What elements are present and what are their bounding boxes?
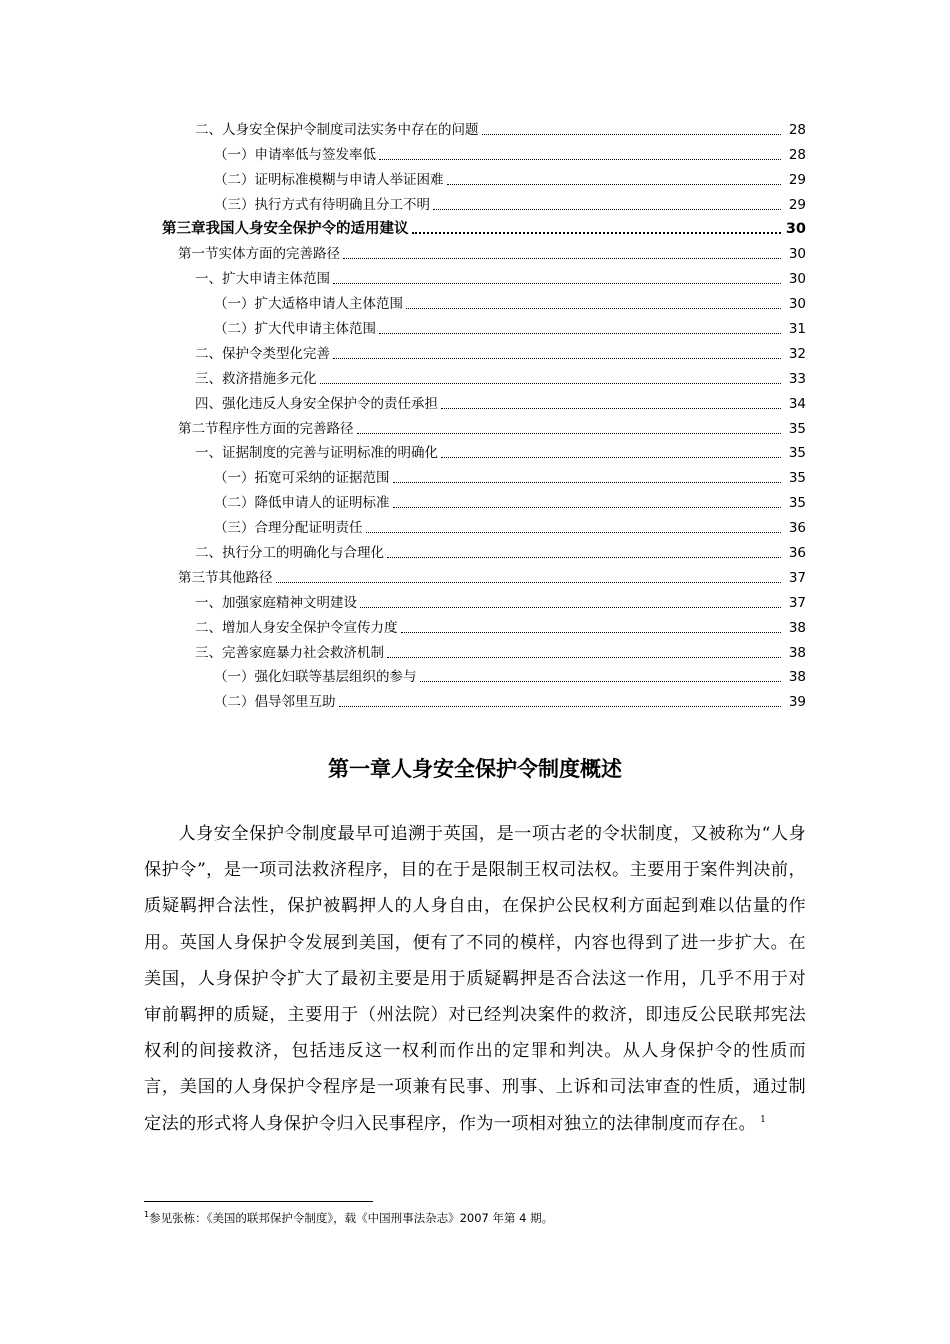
- toc-entry-title: 第二节程序性方面的完善路径: [178, 420, 354, 437]
- toc-entry-title: 二、人身安全保护令制度司法实务中存在的问题: [195, 121, 479, 138]
- toc-leader-dots: [366, 531, 782, 533]
- toc-entry-title: （二）证明标准模糊与申请人举证困难: [214, 171, 444, 188]
- toc-entry[interactable]: [195, 438, 806, 463]
- toc-entry[interactable]: [178, 562, 806, 587]
- toc-leader-dots: [360, 606, 781, 608]
- toc-entry[interactable]: [195, 537, 806, 562]
- toc-entry-page: 38: [788, 619, 806, 636]
- toc-entry[interactable]: [195, 338, 806, 363]
- toc-leader-dots: [333, 357, 781, 359]
- toc-entry-page: 38: [788, 669, 806, 686]
- table-of-contents: [0, 114, 950, 711]
- toc-entry-page: 34: [788, 395, 806, 412]
- toc-entry-title: 第一节实体方面的完善路径: [178, 246, 340, 263]
- toc-entry[interactable]: [214, 462, 806, 487]
- body-paragraph: [144, 816, 806, 1142]
- toc-entry-title: （一）强化妇联等基层组织的参与: [214, 669, 417, 686]
- toc-entry[interactable]: [195, 114, 806, 139]
- toc-leader-dots: [482, 133, 782, 135]
- footnote-mark: 1: [144, 1210, 150, 1220]
- toc-entry[interactable]: [214, 512, 806, 537]
- toc-leader-dots: [393, 506, 782, 508]
- toc-entry[interactable]: [214, 189, 806, 214]
- toc-entry[interactable]: [214, 662, 806, 687]
- toc-entry[interactable]: [195, 263, 806, 288]
- toc-entry-page: 29: [788, 196, 806, 213]
- toc-entry-page: 28: [788, 146, 806, 163]
- toc-entry-title: （二）降低申请人的证明标准: [214, 495, 390, 512]
- toc-entry-page: 36: [788, 545, 806, 562]
- toc-entry[interactable]: [214, 288, 806, 313]
- toc-entry[interactable]: [195, 388, 806, 413]
- toc-entry-page: 38: [788, 644, 806, 661]
- toc-entry-page: 39: [788, 694, 806, 711]
- toc-entry-title: （一）扩大适格申请人主体范围: [214, 296, 403, 313]
- toc-leader-dots: [333, 282, 781, 284]
- toc-entry-page: 33: [788, 370, 806, 387]
- toc-entry-title: 二、增加人身安全保护令宣传力度: [195, 619, 398, 636]
- toc-entry-page: 32: [788, 345, 806, 362]
- toc-leader-dots: [433, 208, 781, 210]
- toc-leader-dots: [379, 158, 781, 160]
- toc-leader-dots: [393, 481, 782, 483]
- toc-entry-title: 四、强化违反人身安全保护令的责任承担: [195, 395, 438, 412]
- toc-entry-title: （一）拓宽可采纳的证据范围: [214, 470, 390, 487]
- toc-leader-dots: [406, 307, 781, 309]
- toc-entry[interactable]: [178, 413, 806, 438]
- toc-leader-dots: [447, 183, 782, 185]
- toc-leader-dots: [387, 556, 781, 558]
- toc-entry-page: 35: [788, 420, 806, 437]
- toc-entry-title: （三）合理分配证明责任: [214, 520, 363, 537]
- toc-leader-dots: [441, 407, 781, 409]
- toc-entry-title: 一、加强家庭精神文明建设: [195, 594, 357, 611]
- chapter-title: 第一章人身安全保护令制度概述: [328, 757, 622, 781]
- toc-entry-page: 31: [788, 321, 806, 338]
- toc-entry[interactable]: [214, 164, 806, 189]
- footnote-separator: [144, 1201, 373, 1202]
- toc-entry-title: 一、扩大申请主体范围: [195, 271, 330, 288]
- toc-entry-title: （二）倡导邻里互助: [214, 694, 336, 711]
- toc-entry[interactable]: [162, 214, 806, 239]
- toc-entry-page: 35: [788, 445, 806, 462]
- footnote: [144, 1210, 806, 1226]
- toc-entry-page: 37: [788, 594, 806, 611]
- toc-entry-title: 第三章我国人身安全保护令的适用建议: [162, 221, 409, 238]
- toc-entry-title: （一）申请率低与签发率低: [214, 146, 376, 163]
- toc-entry-page: 28: [788, 121, 806, 138]
- toc-entry-title: 第三节其他路径: [178, 569, 273, 586]
- toc-entry[interactable]: [195, 637, 806, 662]
- toc-leader-dots: [339, 705, 782, 707]
- toc-entry-page: 29: [788, 171, 806, 188]
- toc-leader-dots: [420, 680, 782, 682]
- toc-entry-page: 30: [788, 296, 806, 313]
- paragraph-text: 人身安全保护令制度最早可追溯于英国，是一项古老的令状制度，又被称为“人身保护令”，是一项司法救济程序，目的在于是限制王权司法权。主要用于案件判决前，质疑羁押合法性，保护被羁押人的人身自由，在保护公民权利方面起到难以估量的作用。英国人身保护令发展到美国，便有了不同的模样，内容也得到了进一步扩大。在美国，人身保护令扩大了最初主要是用于质疑羁押是否合法这一作用，几乎不用于对审前羁押的质疑，主要用于（州法院）对已经判决案件的救济，即违反公民联邦宪法权利的间接救济，包括违反这一权利而作出的定罪和判决。从人身保护令的性质而言，美国的人身保护令程序是一项兼有民事、刑事、上诉和司法审查的性质，通过制定法的形式将人身保护令归入民事程序，作为一项相对独立的法律制度而存在。: [144, 824, 806, 1134]
- toc-entry-page: 36: [788, 520, 806, 537]
- toc-entry[interactable]: [195, 612, 806, 637]
- toc-entry-page: 30: [788, 246, 806, 263]
- toc-entry-title: （二）扩大代申请主体范围: [214, 321, 376, 338]
- toc-leader-dots: [320, 382, 782, 384]
- toc-entry-title: 三、救济措施多元化: [195, 370, 317, 387]
- toc-entry-title: 二、执行分工的明确化与合理化: [195, 545, 384, 562]
- toc-entry-title: （三）执行方式有待明确且分工不明: [214, 196, 430, 213]
- toc-leader-dots: [387, 656, 781, 658]
- footnote-reference[interactable]: 1: [760, 1114, 767, 1125]
- toc-entry[interactable]: [214, 313, 806, 338]
- toc-entry[interactable]: [214, 139, 806, 164]
- toc-entry[interactable]: [214, 686, 806, 711]
- toc-entry-page: 35: [788, 470, 806, 487]
- toc-entry-page: 30: [788, 271, 806, 288]
- toc-leader-dots: [343, 257, 781, 259]
- toc-leader-dots: [441, 456, 781, 458]
- footnote-text: 参见张栋：《美国的联邦保护令制度》，载《中国刑事法杂志》2007 年第 4 期。: [149, 1211, 554, 1225]
- toc-entry-title: 二、保护令类型化完善: [195, 345, 330, 362]
- toc-entry[interactable]: [214, 487, 806, 512]
- toc-entry-title: 一、证据制度的完善与证明标准的明确化: [195, 445, 438, 462]
- toc-leader-dots: [401, 631, 782, 633]
- toc-entry[interactable]: [195, 587, 806, 612]
- toc-leader-dots: [357, 432, 782, 434]
- toc-entry-page: 30: [785, 221, 806, 238]
- toc-entry-title: 三、完善家庭暴力社会救济机制: [195, 644, 384, 661]
- toc-leader-dots: [412, 231, 782, 234]
- toc-entry[interactable]: [178, 238, 806, 263]
- toc-leader-dots: [276, 581, 782, 583]
- toc-entry[interactable]: [195, 363, 806, 388]
- toc-entry-page: 35: [788, 495, 806, 512]
- toc-entry-page: 37: [788, 569, 806, 586]
- toc-leader-dots: [379, 332, 781, 334]
